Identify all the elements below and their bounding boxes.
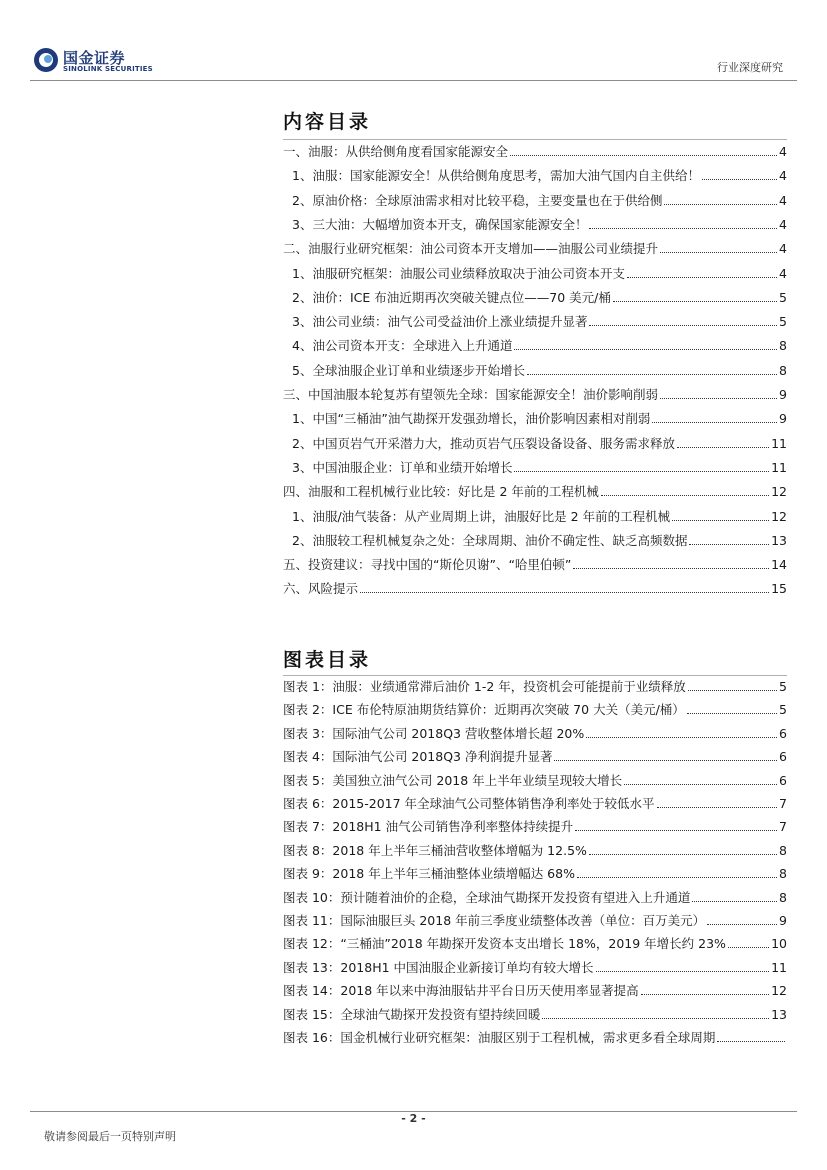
contents-entry-text: 1、油服：国家能源安全！从供给侧角度思考，需加大油气国内自主供给！ <box>292 168 700 184</box>
figure-entry-text: 图表 9：2018 年上半年三桶油整体业绩增幅达 68% <box>283 866 575 882</box>
dot-leader <box>589 854 777 855</box>
contents-entry-page: 4 <box>779 216 787 232</box>
contents-entry-text: 3、中国油服企业：订单和业绩开始增长 <box>292 459 513 475</box>
dot-leader <box>360 592 769 593</box>
dot-leader <box>601 495 769 496</box>
dot-leader <box>717 1041 785 1042</box>
dot-leader <box>589 325 777 326</box>
company-logo <box>33 45 153 75</box>
figure-entry-text: 图表 4：国际油气公司 2018Q3 净利润提升显著 <box>283 749 553 765</box>
figure-entry-page: 13 <box>771 1006 787 1022</box>
figure-entry[interactable] <box>283 1028 787 1048</box>
contents-entry[interactable] <box>283 555 787 575</box>
figure-entry-page: 10 <box>771 936 787 952</box>
figure-entry-page: 5 <box>779 679 787 694</box>
contents-entry-page: 12 <box>771 484 787 500</box>
figure-entry-page: 11 <box>771 959 787 975</box>
contents-entry-page: 4 <box>779 144 787 159</box>
figure-entry-page: 6 <box>779 772 787 788</box>
contents-entry[interactable] <box>292 191 787 211</box>
contents-entry-page: 8 <box>779 338 787 354</box>
contents-entry-text: 1、中国“三桶油”油气勘探开发强劲增长，油价影响因素相对削弱 <box>292 411 651 427</box>
contents-entry-text: 二、油服行业研究框架：油公司资本开支增加——油服公司业绩提升 <box>283 241 659 257</box>
figure-entry-text: 图表 3：国际油气公司 2018Q3 营收整体增长超 20% <box>283 725 585 741</box>
dot-leader <box>660 252 777 253</box>
figure-entry-page: 7 <box>779 796 787 811</box>
dot-leader <box>677 447 769 448</box>
figure-entry-page: 9 <box>779 913 787 928</box>
dot-leader <box>660 398 777 399</box>
dot-leader <box>627 277 777 278</box>
figure-entry[interactable] <box>283 864 787 884</box>
contents-entry[interactable] <box>283 142 787 162</box>
figure-entry-page: 6 <box>779 725 787 741</box>
figure-entry-text: 图表 1：油服：业绩通常滞后油价 1-2 年，投资机会可能提前于业绩释放 <box>283 679 686 694</box>
dot-leader <box>589 228 777 229</box>
logo-chinese-name: 国金证券 <box>63 49 126 67</box>
contents-entry-text: 一、油服：从供给侧角度看国家能源安全 <box>283 144 509 159</box>
figure-entry-text: 图表 8：2018 年上半年三桶油营收整体增幅为 12.5% <box>283 842 587 858</box>
contents-entry-page: 14 <box>771 557 787 573</box>
figure-entry-page: 8 <box>779 842 787 858</box>
figure-entry-page: 6 <box>779 749 787 765</box>
figure-entry-text: 图表 16：国金机械行业研究框架：油服区别于工程机械，需求更多看全球周期 <box>283 1030 716 1045</box>
dot-leader <box>728 947 769 948</box>
page-number: - 2 - <box>401 1112 426 1125</box>
contents-entry-page: 5 <box>779 289 787 305</box>
dot-leader <box>641 994 769 995</box>
contents-entry-text: 1、油服/油气装备：从产业周期上讲，油服好比是 2 年前的工程机械 <box>292 508 671 524</box>
figure-entry-page: 12 <box>771 983 787 999</box>
dot-leader <box>514 471 769 472</box>
dot-leader <box>707 924 777 925</box>
contents-entry-page: 5 <box>779 314 787 330</box>
figure-entry[interactable] <box>283 981 787 1001</box>
contents-entry-text: 2、油服较工程机械复杂之处：全球周期、油价不确定性、缺乏高频数据 <box>292 532 688 548</box>
contents-entry[interactable] <box>292 361 787 381</box>
contents-title-rule <box>283 139 787 140</box>
contents-entry-text: 五、投资建议：寻找中国的“斯伦贝谢”、“哈里伯顿” <box>283 557 572 573</box>
dot-leader <box>554 760 777 761</box>
dot-leader <box>613 301 777 302</box>
contents-entry[interactable] <box>292 166 787 186</box>
contents-entry-text: 三、中国油服本轮复苏有望领先全球：国家能源安全！油价影响削弱 <box>283 387 659 402</box>
contents-entry-page: 13 <box>771 532 787 548</box>
dot-leader <box>624 784 777 785</box>
figure-entry-text: 图表 5：美国独立油气公司 2018 年上半年业绩呈现较大增长 <box>283 772 623 788</box>
figures-title: 图表目录 <box>283 649 372 671</box>
contents-entry-page: 4 <box>779 168 787 184</box>
disclaimer-text: 敬请参阅最后一页特别声明 <box>44 1130 176 1143</box>
contents-entry[interactable] <box>283 239 787 259</box>
contents-entry[interactable] <box>292 215 787 235</box>
contents-entry[interactable] <box>283 385 787 405</box>
dot-leader <box>596 971 770 972</box>
contents-entry-page: 8 <box>779 362 787 378</box>
contents-entry[interactable] <box>292 336 787 356</box>
figure-entry-text: 图表 15：全球油气勘探开发投资有望持续回暖 <box>283 1006 541 1022</box>
contents-entry-page: 15 <box>771 581 787 597</box>
contents-entry-page: 9 <box>779 411 787 427</box>
contents-entry[interactable] <box>283 482 787 502</box>
figure-entry-text: 图表 11：国际油服巨头 2018 年前三季度业绩整体改善（单位：百万美元） <box>283 913 706 928</box>
figure-entry[interactable] <box>283 934 787 954</box>
dot-leader <box>527 374 777 375</box>
contents-entry-text: 4、油公司资本开支：全球进入上升通道 <box>292 338 513 354</box>
contents-entry-text: 四、油服和工程机械行业比较：好比是 2 年前的工程机械 <box>283 484 599 500</box>
dot-leader <box>692 901 777 902</box>
dot-leader <box>652 422 777 423</box>
contents-entry-text: 2、油价：ICE 布油近期再次突破关键点位——70 美元/桶 <box>292 289 611 305</box>
figure-entry[interactable] <box>283 1005 787 1025</box>
dot-leader <box>573 568 769 569</box>
contents-entry-text: 1、油服研究框架：油服公司业绩释放取决于油公司资本开支 <box>292 265 625 281</box>
dot-leader <box>672 520 769 521</box>
contents-entry[interactable] <box>292 507 787 527</box>
header-divider <box>30 80 797 81</box>
contents-entry[interactable] <box>292 264 787 284</box>
contents-entry-page: 4 <box>779 265 787 281</box>
contents-entry[interactable] <box>283 579 787 599</box>
figure-entry-text: 图表 14：2018 年以来中海油服钻井平台日历天使用率显著提高 <box>283 983 639 999</box>
figure-entry[interactable] <box>283 747 787 767</box>
figure-entry-page: 8 <box>779 889 787 905</box>
figure-entry[interactable] <box>283 841 787 861</box>
report-type-label: 行业深度研究 <box>717 61 783 74</box>
logo-mark-icon <box>33 47 59 73</box>
dot-leader <box>702 179 777 180</box>
dot-leader <box>688 690 777 691</box>
figure-entry[interactable] <box>283 677 787 697</box>
contents-entry[interactable] <box>292 434 787 454</box>
figure-entry-page: 8 <box>779 866 787 882</box>
dot-leader <box>687 713 777 714</box>
dot-leader <box>575 830 777 831</box>
contents-entry-page: 11 <box>771 435 787 451</box>
dot-leader <box>542 1018 769 1019</box>
figure-entry[interactable] <box>283 911 787 931</box>
dot-leader <box>586 737 777 738</box>
dot-leader <box>664 204 777 205</box>
contents-entry-page: 4 <box>779 241 787 257</box>
contents-entry-text: 六、风险提示 <box>283 581 359 597</box>
figure-entry[interactable] <box>283 771 787 791</box>
figure-entry-text: 图表 12：“三桶油”2018 年勘探开发资本支出增长 18%，2019 年增长约 23% <box>283 936 726 952</box>
figure-entry[interactable] <box>283 958 787 978</box>
dot-leader <box>577 877 777 878</box>
figure-entry[interactable] <box>283 888 787 908</box>
contents-entry-page: 11 <box>771 459 787 475</box>
contents-entry[interactable] <box>292 312 787 332</box>
figure-entry[interactable] <box>283 817 787 837</box>
contents-entry-text: 2、中国页岩气开采潜力大，推动页岩气压裂设备设备、服务需求释放 <box>292 435 675 451</box>
contents-title: 内容目录 <box>283 111 372 133</box>
figure-entry[interactable] <box>283 700 787 720</box>
figure-entry-text: 图表 2：ICE 布伦特原油期货结算价：近期再次突破 70 大关（美元/桶） <box>283 702 685 718</box>
dot-leader <box>689 544 769 545</box>
contents-entry[interactable] <box>292 531 787 551</box>
contents-entry-page: 4 <box>779 192 787 208</box>
contents-entry-text: 5、全球油服企业订单和业绩逐步开始增长 <box>292 362 525 378</box>
figures-title-rule <box>283 675 787 676</box>
page-header <box>0 0 827 82</box>
contents-entry[interactable] <box>292 409 787 429</box>
contents-entry-text: 2、原油价格：全球原油需求相对比较平稳，主要变量也在于供给侧 <box>292 192 663 208</box>
contents-entry-text: 3、油公司业绩：油气公司受益油价上涨业绩提升显著 <box>292 314 588 330</box>
contents-entry-page: 9 <box>779 387 787 402</box>
dot-leader <box>514 349 777 350</box>
dot-leader <box>657 807 778 808</box>
figure-entry-text: 图表 6：2015-2017 年全球油气公司整体销售净利率处于较低水平 <box>283 796 655 811</box>
figure-entry[interactable] <box>283 724 787 744</box>
figure-entry-text: 图表 7：2018H1 油气公司销售净利率整体持续提升 <box>283 819 574 835</box>
figure-entry-page: 5 <box>779 702 787 718</box>
contents-entry[interactable] <box>292 288 787 308</box>
contents-entry-page: 12 <box>771 508 787 524</box>
figure-entry-page: 7 <box>779 819 787 835</box>
figure-entry-text: 图表 13：2018H1 中国油服企业新接订单均有较大增长 <box>283 959 594 975</box>
figure-entry[interactable] <box>283 794 787 814</box>
dot-leader <box>510 155 777 156</box>
logo-english-name: SINOLINK SECURITIES <box>63 65 153 73</box>
contents-entry-text: 3、三大油：大幅增加资本开支，确保国家能源安全！ <box>292 216 588 232</box>
contents-entry[interactable] <box>292 458 787 478</box>
figure-entry-text: 图表 10：预计随着油价的企稳，全球油气勘探开发投资有望进入上升通道 <box>283 889 691 905</box>
